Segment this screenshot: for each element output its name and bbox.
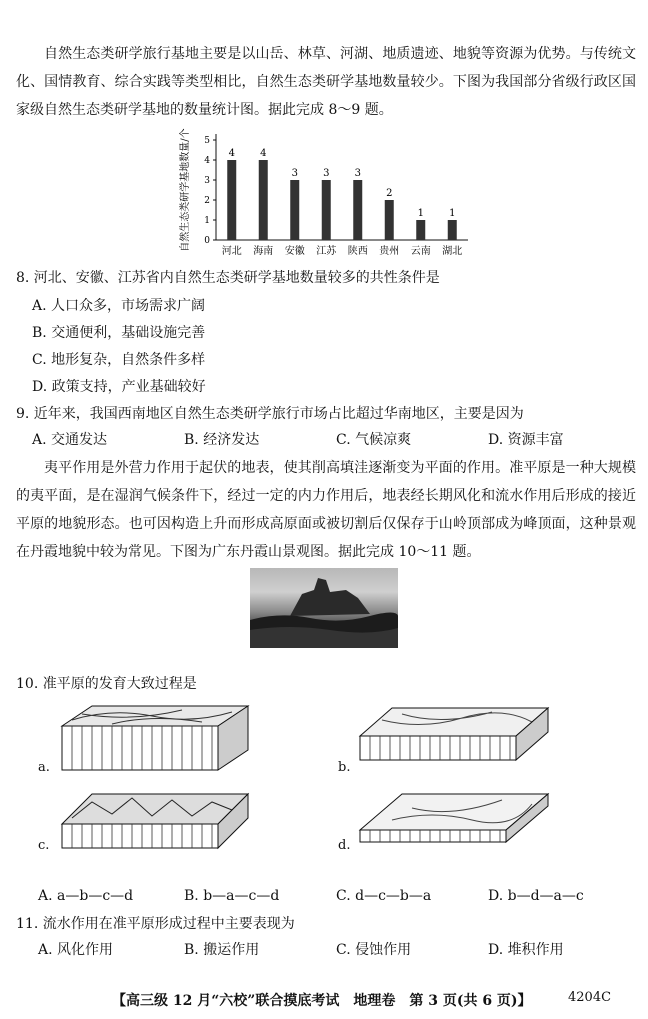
block-diagram-a <box>52 700 252 784</box>
bar-value-label: 1 <box>449 208 456 219</box>
bar-value-label: 3 <box>354 168 361 179</box>
bar <box>448 220 457 240</box>
bar-value-label: 4 <box>228 148 235 159</box>
category-label: 江苏 <box>316 246 337 257</box>
bar-value-label: 3 <box>323 168 330 179</box>
question-11-option-c[interactable]: C. 侵蚀作用 <box>336 942 412 958</box>
block-diagram-d <box>352 790 552 864</box>
y-tick-label: 4 <box>204 156 210 166</box>
question-9-option-d[interactable]: D. 资源丰富 <box>488 432 564 448</box>
question-11-option-d[interactable]: D. 堆积作用 <box>488 942 564 958</box>
y-tick-label: 0 <box>204 236 210 246</box>
question-8-option-a[interactable]: A. 人口众多，市场需求广阔 <box>32 298 206 314</box>
y-tick-label: 3 <box>204 176 210 186</box>
danxia-landscape-photo <box>250 568 398 648</box>
category-label: 云南 <box>410 246 431 257</box>
bar-value-label: 3 <box>291 168 298 179</box>
y-tick-label: 5 <box>204 136 210 146</box>
bar-value-label: 2 <box>386 188 393 199</box>
category-label: 安徽 <box>284 246 305 257</box>
bar <box>290 180 299 240</box>
question-10-option-b[interactable]: B. b—a—c—d <box>184 888 280 904</box>
question-8-option-c[interactable]: C. 地形复杂，自然条件多样 <box>32 352 206 368</box>
label-a: a. <box>38 760 50 775</box>
block-diagram-b <box>352 700 552 784</box>
y-tick-label: 1 <box>204 216 210 226</box>
bar <box>385 200 394 240</box>
category-label: 湖北 <box>442 246 463 257</box>
intro-paragraph-8-9: 自然生态类研学旅行基地主要是以山岳、林草、河湖、地质遗迹、地貌等资源为优势。与传统文化、国情教育、综合实践等类型相比，自然生态类研学基地数量较少。下图为我国部分省级行政区国家级自然生态类研学基地的数量统计图。据此完成 8～9 题。 <box>16 46 636 118</box>
question-9-option-a[interactable]: A. 交通发达 <box>32 432 108 448</box>
question-9-stem: 9. 近年来，我国西南地区自然生态类研学旅行市场占比超过华南地区，主要是因为 <box>16 406 524 422</box>
bar <box>416 220 425 240</box>
category-label: 陕西 <box>347 246 368 257</box>
question-10-option-c[interactable]: C. d—c—b—a <box>336 888 432 904</box>
question-10-option-a[interactable]: A. a—b—c—d <box>38 888 134 904</box>
question-9-option-c[interactable]: C. 气候凉爽 <box>336 432 412 448</box>
category-label: 海南 <box>253 246 274 257</box>
bar <box>322 180 331 240</box>
label-c: c. <box>38 838 50 853</box>
danxia-photo-drawing <box>250 568 398 648</box>
category-label: 河北 <box>221 246 242 257</box>
bar-chart <box>176 128 476 260</box>
footer-text: 【高三级 12 月“六校”联合摸底考试 地理卷 第 3 页(共 6 页)】 <box>112 993 532 1009</box>
y-tick-label: 2 <box>204 196 210 206</box>
question-11-stem: 11. 流水作用在准平原形成过程中主要表现为 <box>16 916 295 932</box>
question-11-option-b[interactable]: B. 搬运作用 <box>184 942 260 958</box>
bar <box>259 160 268 240</box>
chart-svg <box>176 128 476 260</box>
bar <box>227 160 236 240</box>
bar-value-label: 4 <box>260 148 267 159</box>
label-d: d. <box>338 838 351 853</box>
bar-value-label: 1 <box>417 208 424 219</box>
question-11-option-a[interactable]: A. 风化作用 <box>38 942 114 958</box>
question-10-option-d[interactable]: D. b—d—a—c <box>488 888 584 904</box>
question-10-stem: 10. 准平原的发育大致过程是 <box>16 676 197 692</box>
label-b: b. <box>338 760 351 775</box>
question-8-option-d[interactable]: D. 政策支持，产业基础较好 <box>32 379 206 395</box>
question-8-option-b[interactable]: B. 交通便利，基础设施完善 <box>32 325 206 341</box>
question-9-option-b[interactable]: B. 经济发达 <box>184 432 260 448</box>
category-label: 贵州 <box>379 246 400 257</box>
y-axis-label: 自然生态类研学基地数量/个 <box>180 128 191 252</box>
intro-paragraph-10-11: 夷平作用是外营力作用于起伏的地表，使其削高填洼逐渐变为平面的作用。准平原是一种大规模的夷平面，是在湿润气候条件下，经过一定的内力作用后，地表经长期风化和流水作用后形成的接近平原的地貌形态。也可因构造上升而形成高原面或被切割后仅保存于山岭顶部成为峰顶面，这种景观在丹霞地貌中较为常见。下图为广东丹霞山景观图。据此完成 10～11 题。 <box>16 460 636 560</box>
question-8-stem: 8. 河北、安徽、江苏省内自然生态类研学基地数量较多的共性条件是 <box>16 270 440 286</box>
block-diagram-c <box>52 790 252 864</box>
paper-code: 4204C <box>568 990 612 1005</box>
bar <box>353 180 362 240</box>
